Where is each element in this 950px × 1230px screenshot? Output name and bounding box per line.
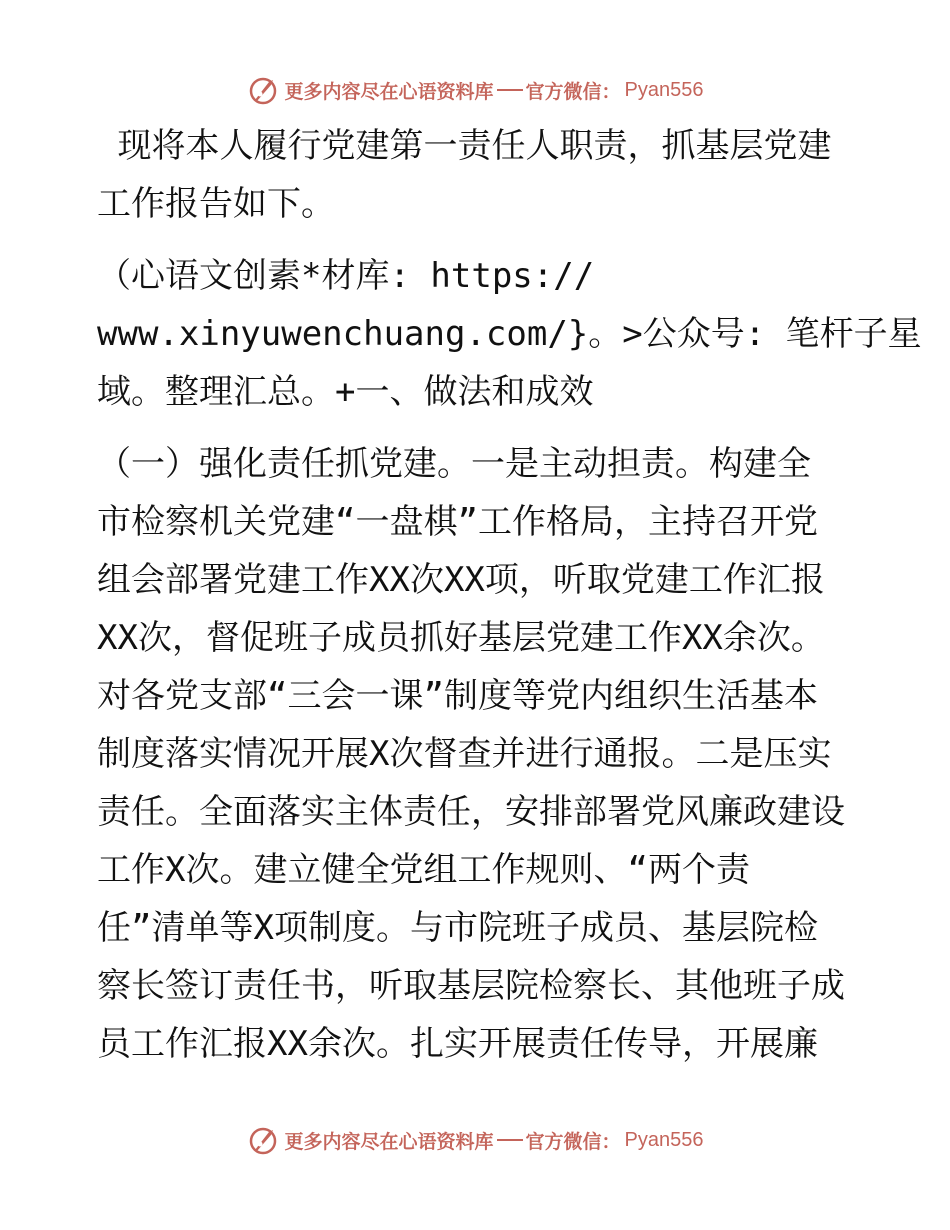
text-line: 制度落实情况开展X次督查并进行通报。二是压实 (97, 734, 832, 774)
text-line: （心语文创素*材库: https:// (97, 256, 595, 296)
watermark-text: 更多内容尽在心语资料库 (284, 80, 494, 103)
quill-pen-logo-icon (247, 1124, 279, 1156)
watermark-wechat-label: 官方微信： (525, 80, 621, 103)
text-line: 工作报告如下。 (97, 184, 335, 224)
text-line: 工作X次。建立健全党组工作规则、“两个责 (97, 850, 750, 890)
text-line: XX次，督促班子成员抓好基层党建工作XX余次。 (97, 618, 825, 658)
footer-watermark-banner (0, 1120, 950, 1160)
text-line: （一）强化责任抓党建。一是主动担责。构建全 (97, 444, 811, 484)
text-line: 责任。全面落实主体责任，安排部署党风廉政建设 (97, 792, 845, 832)
text-line: 任”清单等X项制度。与市院班子成员、基层院检 (97, 908, 818, 948)
watermark-dash (497, 1139, 523, 1141)
document-body (97, 122, 922, 1078)
text-line: www.xinyuwenchuang.com/}。>公众号: 笔杆子星 (97, 314, 922, 354)
header-watermark-banner (0, 70, 950, 110)
text-line: 对各党支部“三会一课”制度等党内组织生活基本 (97, 676, 818, 716)
text-line: 员工作汇报XX余次。扎实开展责任传导，开展廉 (97, 1024, 818, 1064)
text-line: 组会部署党建工作XX次XX项，听取党建工作汇报 (97, 560, 825, 600)
text-line: 域。整理汇总。+一、做法和成效 (97, 372, 594, 412)
text-line: 市检察机关党建“一盘棋”工作格局，主持召开党 (97, 502, 818, 542)
text-line: 现将本人履行党建第一责任人职责，抓基层党建 (97, 126, 832, 166)
watermark-wechat-id: Pyan556 (624, 78, 704, 101)
quill-pen-logo-icon (247, 74, 279, 106)
watermark-dash (497, 89, 523, 91)
watermark-wechat-label: 官方微信： (525, 1130, 621, 1153)
watermark-text: 更多内容尽在心语资料库 (284, 1130, 494, 1153)
text-line: 察长签订责任书，听取基层院检察长、其他班子成 (97, 966, 845, 1006)
watermark-wechat-id: Pyan556 (624, 1128, 704, 1151)
